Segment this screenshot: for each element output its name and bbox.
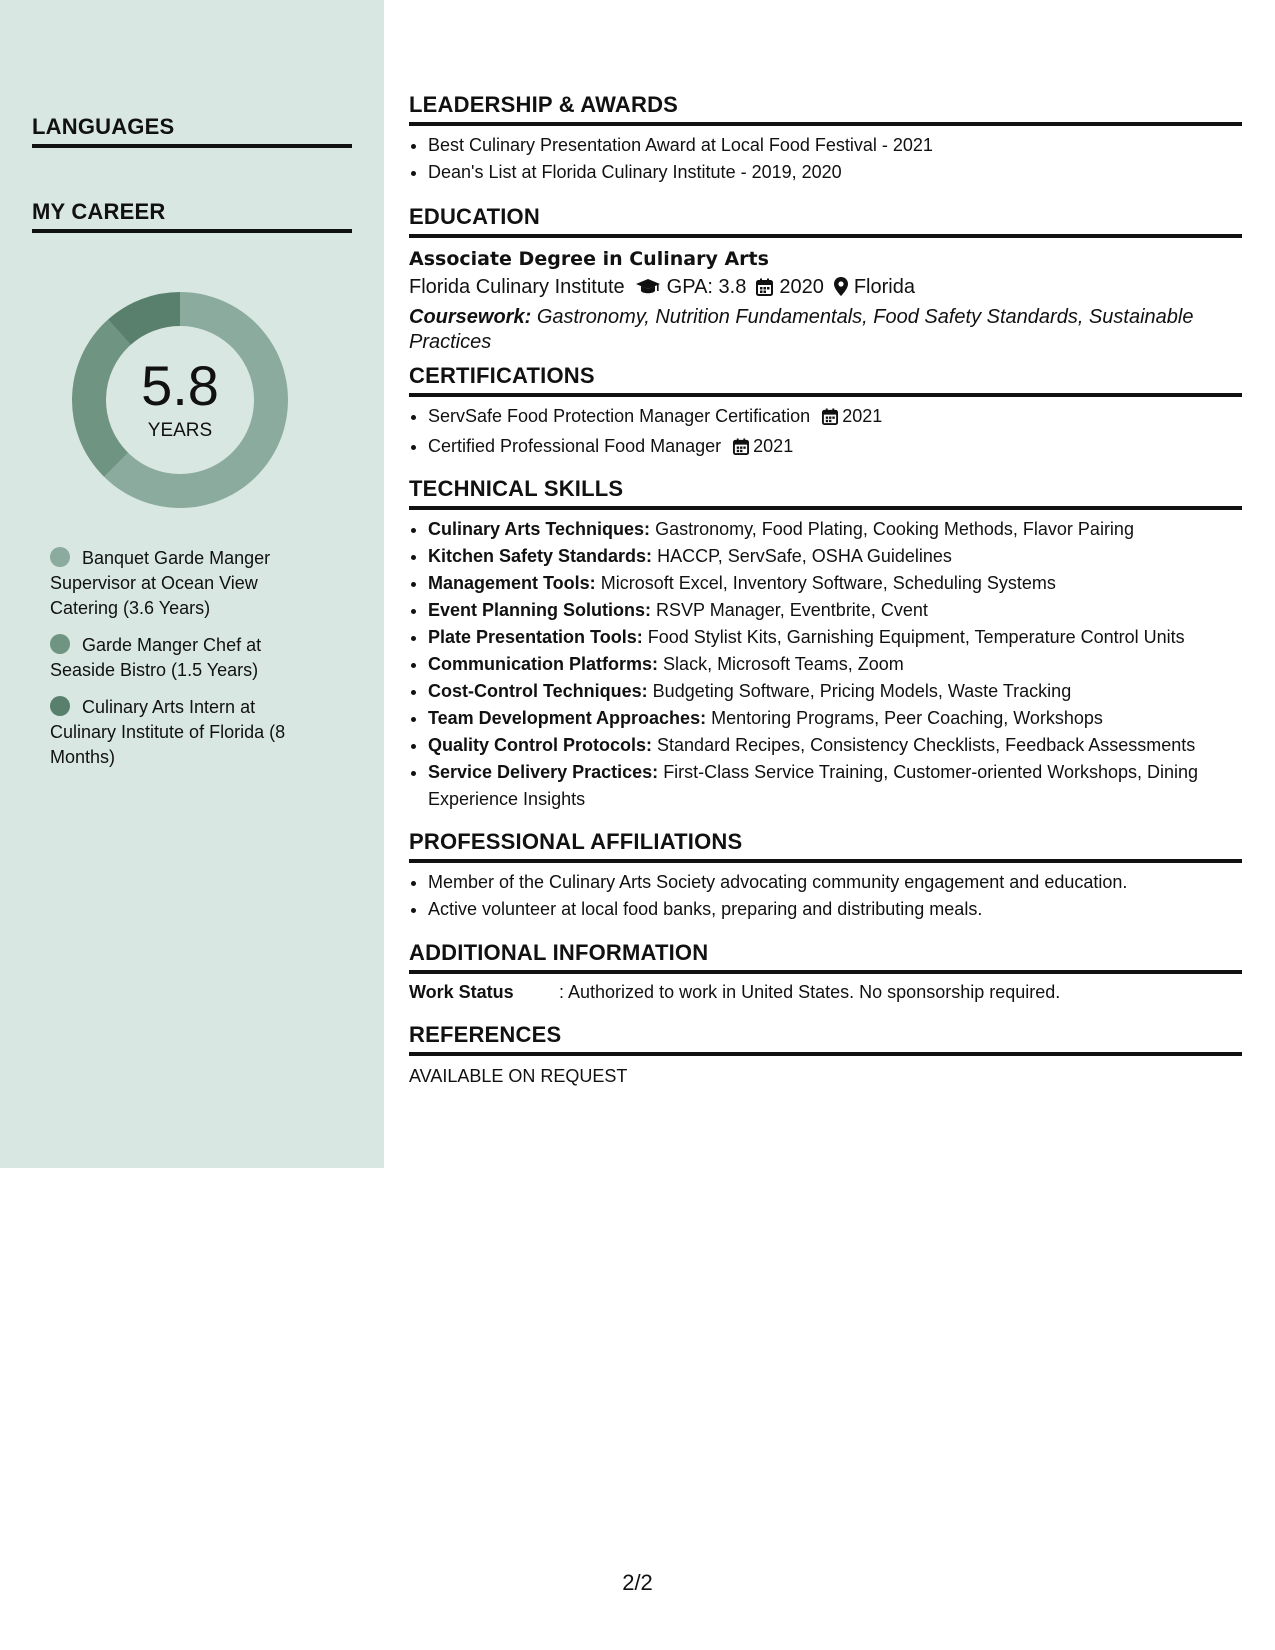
- career-total-unit: YEARS: [147, 420, 213, 441]
- career-dot: [50, 547, 70, 567]
- section-title: ADDITIONAL INFORMATION: [409, 940, 1242, 974]
- map-pin-icon: [834, 275, 848, 305]
- page-number: 2/2: [622, 1570, 653, 1595]
- graduation-cap-icon: [635, 275, 661, 305]
- skill-label: Management Tools:: [428, 573, 596, 593]
- skill-item: [428, 759, 1242, 813]
- skill-label: Plate Presentation Tools:: [428, 627, 643, 647]
- career-item-text: Culinary Arts Intern at Culinary Institute of Florida (8 Months): [50, 697, 286, 767]
- education-section: [409, 204, 1242, 355]
- skill-value: Standard Recipes, Consistency Checklists, Feedback Assessments: [657, 735, 1196, 755]
- calendar-icon: [756, 275, 773, 305]
- skill-item: [428, 678, 1242, 705]
- list-item: [428, 433, 1242, 463]
- skill-label: Communication Platforms:: [428, 654, 659, 674]
- career-item: [50, 633, 320, 683]
- education-location: Florida: [853, 276, 915, 298]
- skill-value: Microsoft Excel, Inventory Software, Scheduling Systems: [600, 573, 1056, 593]
- skill-item: [428, 651, 1242, 678]
- coursework: [409, 305, 1242, 355]
- skill-value: HACCP, ServSafe, OSHA Guidelines: [657, 546, 952, 566]
- skill-item: [428, 597, 1242, 624]
- affiliations-section: [409, 829, 1242, 923]
- skill-value: Gastronomy, Food Plating, Cooking Methods, Flavor Pairing: [655, 519, 1134, 539]
- sidebar: [0, 0, 384, 1168]
- career-item: [50, 546, 320, 621]
- career-total-value: 5.8: [141, 354, 219, 417]
- skill-item: [428, 516, 1242, 543]
- section-title: LEADERSHIP & AWARDS: [409, 92, 1242, 126]
- skill-value: First-Class Service Training, Customer-oriented Workshops, Dining Experience Insights: [428, 762, 1199, 809]
- career-item: [50, 695, 320, 770]
- skill-label: Service Delivery Practices:: [428, 762, 659, 782]
- skill-item: [428, 543, 1242, 570]
- skills-section: [409, 476, 1242, 813]
- career-heading: MY CAREER: [32, 199, 352, 233]
- skill-item: [428, 570, 1242, 597]
- cert-name: ServSafe Food Protection Manager Certification: [428, 406, 811, 426]
- skill-item: [428, 705, 1242, 732]
- section-title: CERTIFICATIONS: [409, 363, 1242, 397]
- list-item: • Best Culinary Presentation Award at Local Food Festival - 2021: [428, 132, 1242, 159]
- cert-name: Certified Professional Food Manager: [428, 436, 722, 456]
- skill-label: Team Development Approaches:: [428, 708, 707, 728]
- cert-year: 2021: [842, 406, 883, 426]
- list-item: • Member of the Culinary Arts Society advocating community engagement and education.: [428, 869, 1242, 896]
- career-donut-chart: [64, 284, 296, 516]
- school-name: Florida Culinary Institute: [409, 276, 625, 298]
- skill-item: [428, 624, 1242, 651]
- references-section: [409, 1022, 1242, 1087]
- calendar-icon: [733, 436, 749, 463]
- list-item: • Dean's List at Florida Culinary Institute - 2019, 2020: [428, 159, 1242, 186]
- list-item: [428, 403, 1242, 433]
- career-item-text: Garde Manger Chef at Seaside Bistro (1.5 Years): [50, 635, 262, 680]
- skill-value: Budgeting Software, Pricing Models, Waste Tracking: [652, 681, 1072, 701]
- section-title: PROFESSIONAL AFFILIATIONS: [409, 829, 1242, 863]
- coursework-text: Gastronomy, Nutrition Fundamentals, Food Safety Standards, Sustainable Practices: [409, 306, 1194, 353]
- skill-label: Cost-Control Techniques:: [428, 681, 648, 701]
- skill-value: Slack, Microsoft Teams, Zoom: [663, 654, 904, 674]
- leadership-section: [409, 92, 1242, 186]
- work-status-label: Work Status: [409, 982, 514, 1002]
- career-dot: [50, 696, 70, 716]
- cert-year: 2021: [753, 436, 794, 456]
- career-item-text: Banquet Garde Manger Supervisor at Ocean View Catering (3.6 Years): [50, 548, 271, 618]
- section-title: TECHNICAL SKILLS: [409, 476, 1242, 510]
- career-dot: [50, 634, 70, 654]
- skill-value: Food Stylist Kits, Garnishing Equipment, Temperature Control Units: [647, 627, 1185, 647]
- languages-heading: LANGUAGES: [32, 114, 352, 148]
- degree-title: Associate Degree in Culinary Arts: [409, 248, 769, 270]
- calendar-icon: [822, 406, 838, 433]
- graduation-year: 2020: [779, 276, 824, 298]
- education-details: [409, 272, 1242, 305]
- certifications-section: [409, 363, 1242, 463]
- additional-info-section: [409, 940, 1242, 1003]
- section-title: EDUCATION: [409, 204, 1242, 238]
- skill-value: Mentoring Programs, Peer Coaching, Workshops: [711, 708, 1103, 728]
- work-status-row: [409, 982, 1242, 1003]
- skill-value: RSVP Manager, Eventbrite, Cvent: [656, 600, 928, 620]
- references-text: AVAILABLE ON REQUEST: [409, 1066, 628, 1086]
- skill-label: Kitchen Safety Standards:: [428, 546, 653, 566]
- career-list: [50, 546, 320, 782]
- coursework-label: Coursework:: [409, 306, 532, 328]
- skill-label: Culinary Arts Techniques:: [428, 519, 651, 539]
- gpa: GPA: 3.8: [666, 276, 747, 298]
- skill-label: Event Planning Solutions:: [428, 600, 652, 620]
- work-status-value: : Authorized to work in United States. No sponsorship required.: [559, 982, 1061, 1002]
- skill-item: [428, 732, 1242, 759]
- list-item: • Active volunteer at local food banks, preparing and distributing meals.: [428, 896, 1242, 923]
- section-title: REFERENCES: [409, 1022, 1242, 1056]
- skill-label: Quality Control Protocols:: [428, 735, 653, 755]
